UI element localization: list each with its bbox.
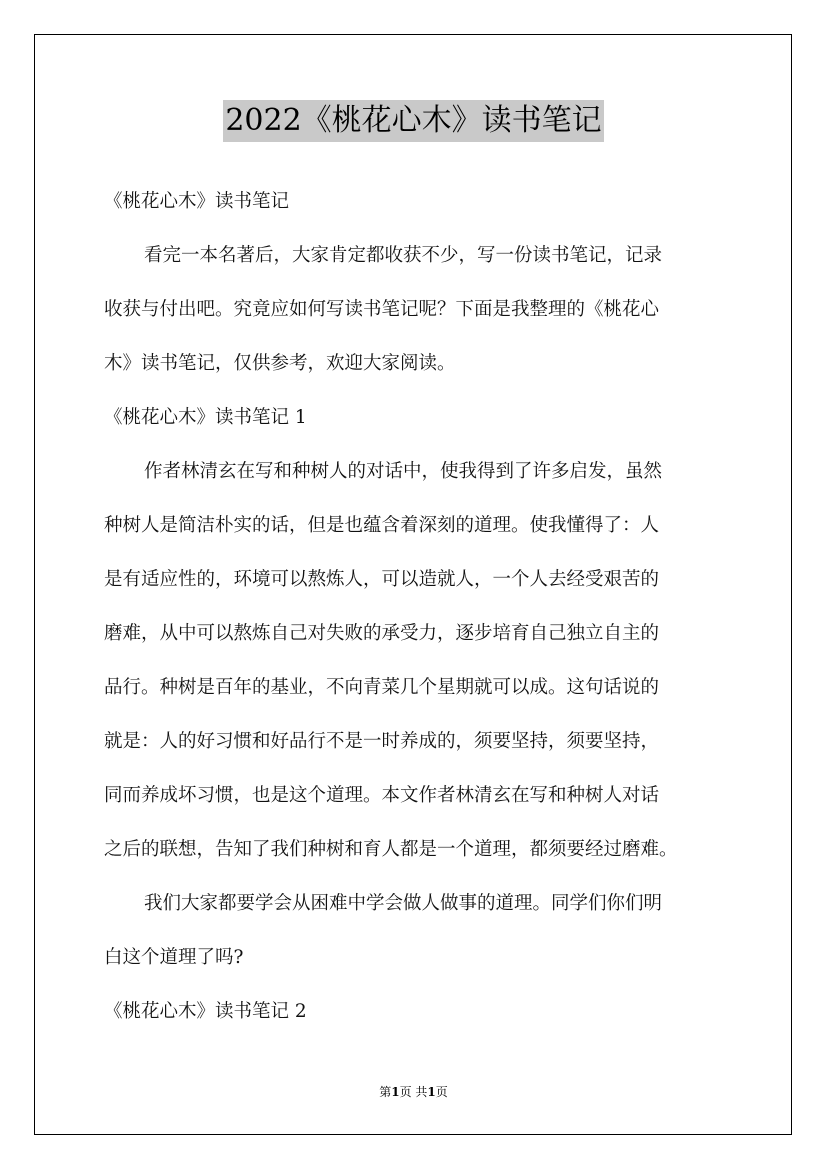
page-footer [0,1083,827,1101]
paragraph-line: 收获与付出吧。究竟应如何写读书笔记呢？下面是我整理的《桃花心 [104,299,660,320]
page-label-suffix: 页 [435,1085,448,1099]
page-label-prefix: 第 [379,1085,392,1099]
paragraph-line: 之后的联想，告知了我们种树和育人都是一个道理，都须要经过磨难。 [104,839,678,860]
section-heading: 《桃花心木》读书笔记 2 [104,1001,307,1022]
paragraph-line: 看完一本名著后，大家肯定都收获不少，写一份读书笔记，记录 [144,245,663,266]
paragraph-line: 种树人是简洁朴实的话，但是也蕴含着深刻的道理。使我懂得了：人 [104,515,660,536]
document-body [104,175,736,1039]
paragraph-line: 木》读书笔记，仅供参考，欢迎大家阅读。 [104,353,456,374]
paragraph-line: 就是：人的好习惯和好品行不是一时养成的，须要坚持，须要坚持， [104,731,660,752]
page-label-mid: 页 共 [399,1085,428,1099]
paragraph-line: 作者林清玄在写和种树人的对话中，使我得到了许多启发，虽然 [144,461,663,482]
paragraph-line: 品行。种树是百年的基业，不向青菜几个星期就可以成。这句话说的 [104,677,660,698]
total-pages-number: 1 [427,1085,436,1099]
paragraph-line: 我们大家都要学会从困难中学会做人做事的道理。同学们你们明 [144,893,663,914]
paragraph-line: 磨难，从中可以熬炼自己对失败的承受力，逐步培育自己独立自主的 [104,623,660,644]
paragraph-line: 是有适应性的，环境可以熬炼人，可以造就人，一个人去经受艰苦的 [104,569,660,590]
document-title: 2022《桃花心木》读书笔记 [223,100,603,142]
paragraph-line: 同而养成坏习惯，也是这个道理。本文作者林清玄在写和种树人对话 [104,785,660,806]
paragraph-line: 白这个道理了吗? [104,947,244,968]
title-container [0,100,827,142]
current-page-number: 1 [391,1085,400,1099]
section-heading: 《桃花心木》读书笔记 1 [104,407,307,428]
section-heading: 《桃花心木》读书笔记 [104,191,290,212]
